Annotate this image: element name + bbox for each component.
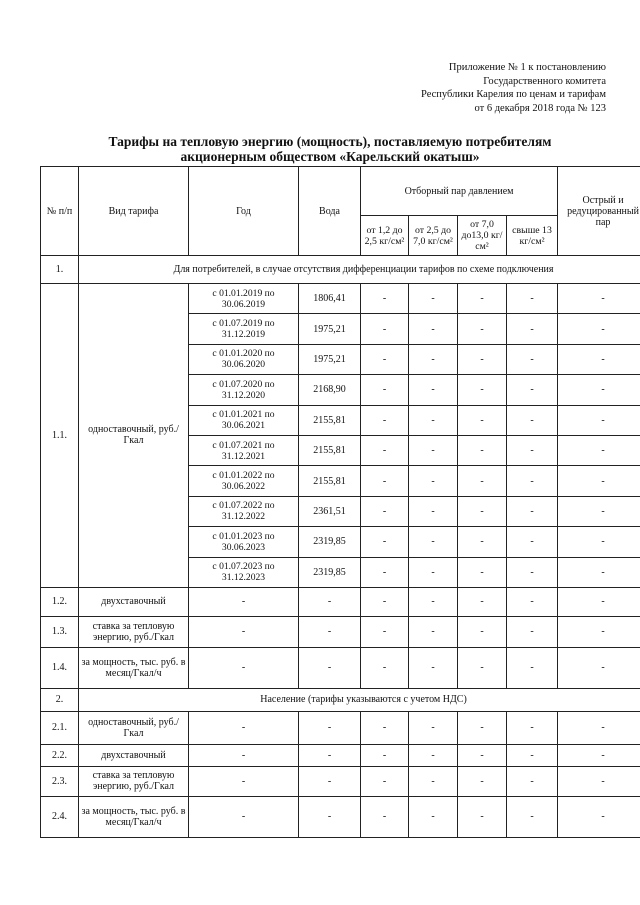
period-cell: с 01.07.2022 по 31.12.2022: [189, 496, 299, 526]
tariff-type: двухставочный: [79, 587, 189, 616]
value-cell: -: [558, 344, 640, 374]
value-cell: -: [507, 587, 558, 616]
value-cell: -: [507, 284, 558, 314]
value-cell: -: [361, 314, 409, 344]
water-value: 2155,81: [299, 405, 361, 435]
period-cell: с 01.01.2023 по 30.06.2023: [189, 527, 299, 557]
header-num: № п/п: [41, 167, 79, 256]
header-pressure-3: от 7,0 до13,0 кг/см²: [458, 216, 507, 256]
period-cell: с 01.01.2022 по 30.06.2022: [189, 466, 299, 496]
value-cell: -: [558, 527, 640, 557]
value-cell: -: [409, 587, 458, 616]
tariff-type: двухставочный: [79, 744, 189, 766]
table-row: [41, 616, 640, 647]
value-cell: -: [458, 616, 507, 647]
value-cell: -: [458, 344, 507, 374]
value-cell: -: [507, 766, 558, 796]
section-title: Население (тарифы указываются с учетом НДС): [79, 688, 640, 711]
value-cell: -: [409, 796, 458, 837]
section-row: [41, 256, 640, 284]
value-cell: -: [458, 796, 507, 837]
row-num: 1.1.: [41, 284, 79, 588]
value-cell: -: [558, 405, 640, 435]
value-cell: -: [409, 557, 458, 587]
value-cell: -: [507, 314, 558, 344]
water-value: 2168,90: [299, 375, 361, 405]
value-cell: -: [299, 766, 361, 796]
tariff-type: одноставочный, руб./Гкал: [79, 711, 189, 744]
value-cell: -: [299, 744, 361, 766]
value-cell: -: [189, 647, 299, 688]
value-cell: -: [361, 375, 409, 405]
value-cell: -: [458, 647, 507, 688]
value-cell: -: [409, 527, 458, 557]
value-cell: -: [458, 435, 507, 465]
period-cell: с 01.07.2023 по 31.12.2023: [189, 557, 299, 587]
value-cell: -: [409, 314, 458, 344]
value-cell: -: [507, 527, 558, 557]
appendix-block: [306, 61, 606, 115]
value-cell: -: [361, 527, 409, 557]
value-cell: -: [409, 284, 458, 314]
value-cell: -: [507, 744, 558, 766]
value-cell: -: [409, 344, 458, 374]
table-header-row: [41, 167, 640, 216]
value-cell: -: [189, 587, 299, 616]
section-num: 1.: [41, 256, 79, 284]
value-cell: -: [361, 405, 409, 435]
water-value: 2319,85: [299, 557, 361, 587]
table-row: [41, 284, 640, 314]
value-cell: -: [409, 744, 458, 766]
value-cell: -: [458, 284, 507, 314]
row-num: 2.4.: [41, 796, 79, 837]
tariff-table: [40, 166, 640, 838]
value-cell: -: [507, 344, 558, 374]
table-row: [41, 711, 640, 744]
value-cell: -: [361, 466, 409, 496]
value-cell: -: [507, 466, 558, 496]
value-cell: -: [361, 496, 409, 526]
value-cell: -: [361, 344, 409, 374]
value-cell: -: [361, 435, 409, 465]
value-cell: -: [409, 711, 458, 744]
value-cell: -: [507, 557, 558, 587]
value-cell: -: [507, 405, 558, 435]
value-cell: -: [299, 587, 361, 616]
value-cell: -: [299, 796, 361, 837]
tariff-type: за мощность, тыс. руб. в месяц/Гкал/ч: [79, 796, 189, 837]
row-num: 2.1.: [41, 711, 79, 744]
value-cell: -: [507, 616, 558, 647]
table-row: [41, 587, 640, 616]
row-num: 2.3.: [41, 766, 79, 796]
value-cell: -: [558, 435, 640, 465]
header-water: Вода: [299, 167, 361, 256]
period-cell: с 01.07.2021 по 31.12.2021: [189, 435, 299, 465]
section-row: [41, 688, 640, 711]
value-cell: -: [558, 647, 640, 688]
value-cell: -: [189, 796, 299, 837]
value-cell: -: [409, 466, 458, 496]
header-sharp-steam: Острый и редуцированный пар: [558, 167, 640, 256]
value-cell: -: [507, 711, 558, 744]
period-cell: с 01.07.2020 по 31.12.2020: [189, 375, 299, 405]
title-line: акционерным обществом «Карельский окатыш»: [180, 149, 480, 164]
value-cell: -: [361, 557, 409, 587]
tariff-type: ставка за тепловую энергию, руб./Гкал: [79, 766, 189, 796]
row-num: 1.2.: [41, 587, 79, 616]
water-value: 1806,41: [299, 284, 361, 314]
value-cell: -: [299, 647, 361, 688]
value-cell: -: [409, 766, 458, 796]
value-cell: -: [409, 496, 458, 526]
value-cell: -: [409, 405, 458, 435]
value-cell: -: [458, 375, 507, 405]
value-cell: -: [189, 711, 299, 744]
value-cell: -: [361, 711, 409, 744]
period-cell: с 01.01.2021 по 30.06.2021: [189, 405, 299, 435]
value-cell: -: [189, 616, 299, 647]
period-cell: с 01.01.2020 по 30.06.2020: [189, 344, 299, 374]
value-cell: -: [409, 435, 458, 465]
water-value: 2319,85: [299, 527, 361, 557]
value-cell: -: [558, 284, 640, 314]
value-cell: -: [458, 527, 507, 557]
header-pressure-4: свыше 13 кг/см²: [507, 216, 558, 256]
value-cell: -: [361, 766, 409, 796]
value-cell: -: [361, 647, 409, 688]
value-cell: -: [458, 314, 507, 344]
value-cell: -: [458, 587, 507, 616]
value-cell: -: [558, 587, 640, 616]
period-cell: с 01.07.2019 по 31.12.2019: [189, 314, 299, 344]
value-cell: -: [458, 496, 507, 526]
value-cell: -: [458, 557, 507, 587]
value-cell: -: [558, 744, 640, 766]
header-steam: Отборный пар давлением: [361, 167, 558, 216]
value-cell: -: [507, 647, 558, 688]
row-num: 2.2.: [41, 744, 79, 766]
row-num: 1.3.: [41, 616, 79, 647]
document-title: [60, 134, 600, 164]
value-cell: -: [558, 375, 640, 405]
water-value: 1975,21: [299, 314, 361, 344]
table-row: [41, 796, 640, 837]
value-cell: -: [361, 587, 409, 616]
value-cell: -: [507, 435, 558, 465]
value-cell: -: [558, 466, 640, 496]
value-cell: -: [189, 744, 299, 766]
value-cell: -: [458, 744, 507, 766]
value-cell: -: [361, 616, 409, 647]
value-cell: -: [299, 616, 361, 647]
value-cell: -: [299, 711, 361, 744]
value-cell: -: [558, 314, 640, 344]
tariff-type: ставка за тепловую энергию, руб./Гкал: [79, 616, 189, 647]
value-cell: -: [558, 711, 640, 744]
tariff-type: одноставочный, руб./Гкал: [79, 284, 189, 588]
value-cell: -: [361, 796, 409, 837]
title-line: Тарифы на тепловую энергию (мощность), поставляемую потребителям: [108, 134, 552, 149]
appendix-line: Государственного комитета: [483, 75, 606, 87]
value-cell: -: [558, 766, 640, 796]
value-cell: -: [558, 616, 640, 647]
value-cell: -: [458, 766, 507, 796]
period-cell: с 01.01.2019 по 30.06.2019: [189, 284, 299, 314]
appendix-line: Приложение № 1 к постановлению: [448, 62, 606, 73]
water-value: 1975,21: [299, 344, 361, 374]
value-cell: -: [189, 766, 299, 796]
section-title: Для потребителей, в случае отсутствия дифференциации тарифов по схеме подключения: [79, 256, 640, 284]
value-cell: -: [409, 647, 458, 688]
value-cell: -: [409, 375, 458, 405]
value-cell: -: [458, 405, 507, 435]
header-pressure-2: от 2,5 до 7,0 кг/см²: [409, 216, 458, 256]
value-cell: -: [458, 466, 507, 496]
value-cell: -: [507, 375, 558, 405]
row-num: 1.4.: [41, 647, 79, 688]
value-cell: -: [507, 496, 558, 526]
header-type: Вид тарифа: [79, 167, 189, 256]
tariff-type: за мощность, тыс. руб. в месяц/Гкал/ч: [79, 647, 189, 688]
value-cell: -: [458, 711, 507, 744]
water-value: 2361,51: [299, 496, 361, 526]
value-cell: -: [361, 284, 409, 314]
table-row: [41, 647, 640, 688]
value-cell: -: [361, 744, 409, 766]
appendix-line: Республики Карелия по ценам и тарифам: [421, 89, 606, 100]
header-year: Год: [189, 167, 299, 256]
appendix-line: от 6 декабря 2018 года № 123: [474, 102, 606, 114]
table-row: [41, 744, 640, 766]
table-row: [41, 766, 640, 796]
value-cell: -: [558, 557, 640, 587]
water-value: 2155,81: [299, 435, 361, 465]
value-cell: -: [507, 796, 558, 837]
header-pressure-1: от 1,2 до 2,5 кг/см²: [361, 216, 409, 256]
section-num: 2.: [41, 688, 79, 711]
water-value: 2155,81: [299, 466, 361, 496]
value-cell: -: [409, 616, 458, 647]
value-cell: -: [558, 496, 640, 526]
value-cell: -: [558, 796, 640, 837]
